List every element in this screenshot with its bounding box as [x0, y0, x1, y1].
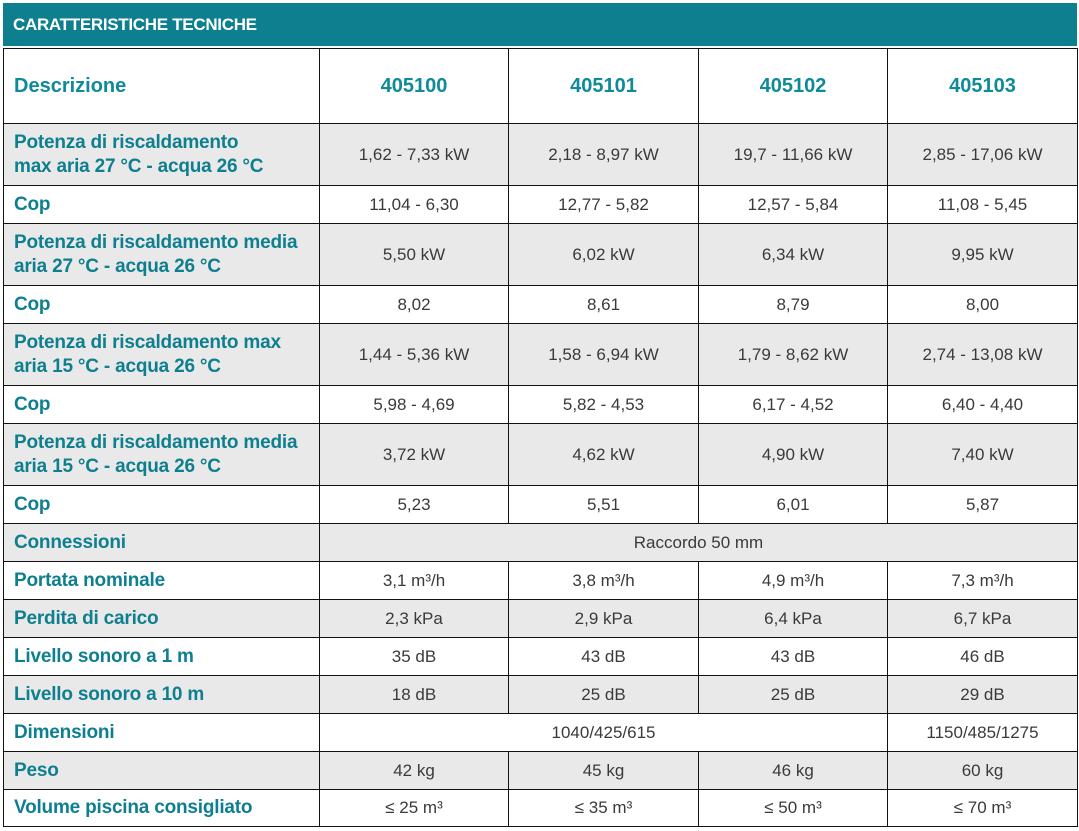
table-row: [4, 638, 1078, 676]
cell-value: 7,40 kW: [888, 424, 1078, 486]
cell-value: 12,57 - 5,84: [699, 186, 888, 224]
cell-value: 6,17 - 4,52: [699, 386, 888, 424]
table-row: [4, 676, 1078, 714]
cell-value: 2,18 - 8,97 kW: [509, 124, 699, 186]
table-row: [4, 714, 1078, 752]
cell-value: 46 dB: [888, 638, 1078, 676]
table-header-row: [4, 49, 1078, 124]
cell-value: 3,1 m³/h: [320, 562, 509, 600]
spec-table: [3, 48, 1078, 827]
cell-value: 2,74 - 13,08 kW: [888, 324, 1078, 386]
row-label: Cop: [4, 186, 320, 224]
row-label: Connessioni: [4, 524, 320, 562]
table-row: [4, 524, 1078, 562]
header-model: 405100: [320, 49, 509, 124]
row-label: Livello sonoro a 10 m: [4, 676, 320, 714]
table-row: [4, 286, 1078, 324]
row-label: Dimensioni: [4, 714, 320, 752]
cell-value: 4,9 m³/h: [699, 562, 888, 600]
cell-value: 5,23: [320, 486, 509, 524]
cell-value: 5,82 - 4,53: [509, 386, 699, 424]
table-row: [4, 224, 1078, 286]
row-label: Portata nominale: [4, 562, 320, 600]
cell-value: 43 dB: [699, 638, 888, 676]
cell-value: 1150/485/1275: [888, 714, 1078, 752]
cell-value: 6,34 kW: [699, 224, 888, 286]
cell-value: 5,50 kW: [320, 224, 509, 286]
cell-value: 42 kg: [320, 752, 509, 790]
cell-value: 2,3 kPa: [320, 600, 509, 638]
row-label: Cop: [4, 286, 320, 324]
row-label: Potenza di riscaldamento max aria 15 °C - acqua 26 °C: [4, 324, 320, 386]
cell-value: 3,72 kW: [320, 424, 509, 486]
cell-value: 19,7 - 11,66 kW: [699, 124, 888, 186]
header-model: 405102: [699, 49, 888, 124]
cell-value: 2,9 kPa: [509, 600, 699, 638]
cell-value: 6,7 kPa: [888, 600, 1078, 638]
cell-value: 7,3 m³/h: [888, 562, 1078, 600]
cell-value: 8,00: [888, 286, 1078, 324]
row-label: Livello sonoro a 1 m: [4, 638, 320, 676]
header-model: 405101: [509, 49, 699, 124]
table-row: [4, 386, 1078, 424]
cell-value: 8,79: [699, 286, 888, 324]
cell-value: 46 kg: [699, 752, 888, 790]
cell-value: 6,4 kPa: [699, 600, 888, 638]
table-row: [4, 562, 1078, 600]
cell-value: 8,02: [320, 286, 509, 324]
cell-value: ≤ 25 m³: [320, 790, 509, 827]
cell-value: 1,44 - 5,36 kW: [320, 324, 509, 386]
cell-value: 6,40 - 4,40: [888, 386, 1078, 424]
table-row: [4, 424, 1078, 486]
header-model: 405103: [888, 49, 1078, 124]
row-label: Cop: [4, 486, 320, 524]
cell-value: 5,51: [509, 486, 699, 524]
cell-value: ≤ 35 m³: [509, 790, 699, 827]
cell-value-merged: 1040/425/615: [320, 714, 888, 752]
row-label: Cop: [4, 386, 320, 424]
cell-value: 5,87: [888, 486, 1078, 524]
table-row: [4, 600, 1078, 638]
table-row: [4, 186, 1078, 224]
cell-value: 12,77 - 5,82: [509, 186, 699, 224]
table-row: [4, 124, 1078, 186]
cell-value: 4,62 kW: [509, 424, 699, 486]
cell-value: ≤ 70 m³: [888, 790, 1078, 827]
row-label: Potenza di riscaldamento media aria 27 °C - acqua 26 °C: [4, 224, 320, 286]
row-label: Volume piscina consigliato: [4, 790, 320, 827]
row-label: Peso: [4, 752, 320, 790]
cell-value: 5,98 - 4,69: [320, 386, 509, 424]
table-row: [4, 324, 1078, 386]
cell-value: 43 dB: [509, 638, 699, 676]
table-row: [4, 486, 1078, 524]
cell-value: 11,04 - 6,30: [320, 186, 509, 224]
cell-value: 35 dB: [320, 638, 509, 676]
cell-value: 6,02 kW: [509, 224, 699, 286]
cell-value: 25 dB: [509, 676, 699, 714]
cell-value: ≤ 50 m³: [699, 790, 888, 827]
cell-value: 1,58 - 6,94 kW: [509, 324, 699, 386]
cell-value: 8,61: [509, 286, 699, 324]
cell-value: 11,08 - 5,45: [888, 186, 1078, 224]
row-label: Potenza di riscaldamento media aria 15 °C - acqua 26 °C: [4, 424, 320, 486]
header-description: Descrizione: [4, 49, 320, 124]
cell-value: 60 kg: [888, 752, 1078, 790]
row-label: Perdita di carico: [4, 600, 320, 638]
cell-value: 4,90 kW: [699, 424, 888, 486]
cell-value: 18 dB: [320, 676, 509, 714]
section-title: CARATTERISTICHE TECNICHE: [3, 3, 1077, 46]
table-row: [4, 752, 1078, 790]
cell-value: 2,85 - 17,06 kW: [888, 124, 1078, 186]
row-label: Potenza di riscaldamento max aria 27 °C - acqua 26 °C: [4, 124, 320, 186]
table-row: [4, 790, 1078, 827]
cell-value: 1,79 - 8,62 kW: [699, 324, 888, 386]
cell-value: 45 kg: [509, 752, 699, 790]
cell-value: 6,01: [699, 486, 888, 524]
cell-value: 25 dB: [699, 676, 888, 714]
cell-value: 3,8 m³/h: [509, 562, 699, 600]
cell-value: 1,62 - 7,33 kW: [320, 124, 509, 186]
cell-value: 29 dB: [888, 676, 1078, 714]
cell-value: 9,95 kW: [888, 224, 1078, 286]
cell-value-merged: Raccordo 50 mm: [320, 524, 1078, 562]
